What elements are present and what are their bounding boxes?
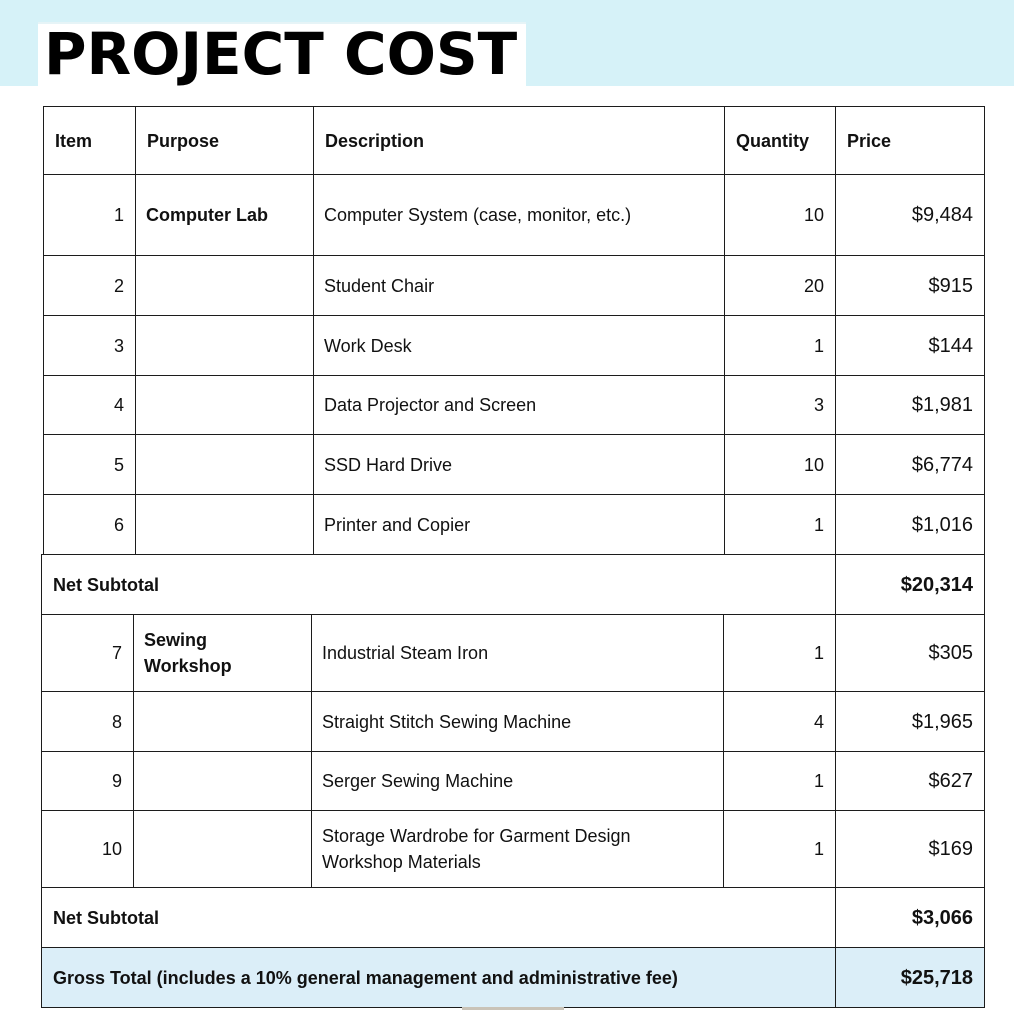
item-number: 4 [43,375,136,435]
item-quantity: 1 [723,751,836,811]
purpose-cell [133,751,312,811]
item-price: $9,484 [835,174,985,256]
item-price: $6,774 [835,434,985,495]
header-purpose: Purpose [135,106,314,175]
item-description [311,810,724,888]
item-number: 9 [41,751,134,811]
item-number: 3 [43,315,136,376]
item-description: Straight Stitch Sewing Machine [311,691,724,752]
item-price: $1,965 [835,691,985,752]
header-item: Item [43,106,136,175]
purpose-cell [135,315,314,376]
item-number: 10 [41,810,134,888]
item-description: SSD Hard Drive [313,434,725,495]
header-description: Description [313,106,725,175]
purpose-sewing-workshop [133,614,312,692]
item-description: Work Desk [313,315,725,376]
bottom-decoration [462,1007,564,1010]
item-quantity: 1 [723,614,836,692]
header-quantity: Quantity [724,106,836,175]
item-description: Printer and Copier [313,494,725,555]
item-number: 2 [43,255,136,316]
item-price: $915 [835,255,985,316]
item-description: Data Projector and Screen [313,375,725,435]
item-quantity: 1 [724,315,836,376]
purpose-cell [135,255,314,316]
item-quantity: 1 [723,810,836,888]
item-number: 6 [43,494,136,555]
purpose-cell [133,691,312,752]
description-line: Storage Wardrobe for Garment Design [322,826,631,846]
item-price: $169 [835,810,985,888]
item-quantity: 20 [724,255,836,316]
item-description: Computer System (case, monitor, etc.) [313,174,725,256]
net-subtotal-label: Net Subtotal [41,554,836,615]
item-price: $144 [835,315,985,376]
item-quantity: 10 [724,434,836,495]
gross-total-label: Gross Total (includes a 10% general management and administrative fee) [41,947,836,1008]
item-quantity: 10 [724,174,836,256]
header-price: Price [835,106,985,175]
item-quantity: 4 [723,691,836,752]
net-subtotal-value: $20,314 [835,554,985,615]
net-subtotal-label: Net Subtotal [41,887,836,948]
purpose-line: Sewing [144,630,208,650]
item-description: Student Chair [313,255,725,316]
item-price: $305 [835,614,985,692]
item-quantity: 3 [724,375,836,435]
purpose-cell [133,810,312,888]
item-number: 8 [41,691,134,752]
item-quantity: 1 [724,494,836,555]
gross-total-value: $25,718 [835,947,985,1008]
page-title: PROJECT COST [44,20,518,88]
item-description: Serger Sewing Machine [311,751,724,811]
purpose-cell [135,494,314,555]
item-number: 5 [43,434,136,495]
purpose-line: Workshop [144,656,232,676]
item-price: $1,016 [835,494,985,555]
purpose-cell [135,375,314,435]
item-number: 7 [41,614,134,692]
item-price: $627 [835,751,985,811]
item-price: $1,981 [835,375,985,435]
purpose-cell [135,434,314,495]
item-description: Industrial Steam Iron [311,614,724,692]
purpose-computer-lab: Computer Lab [135,174,314,256]
net-subtotal-value: $3,066 [835,887,985,948]
description-line: Workshop Materials [322,852,481,872]
item-number: 1 [43,174,136,256]
